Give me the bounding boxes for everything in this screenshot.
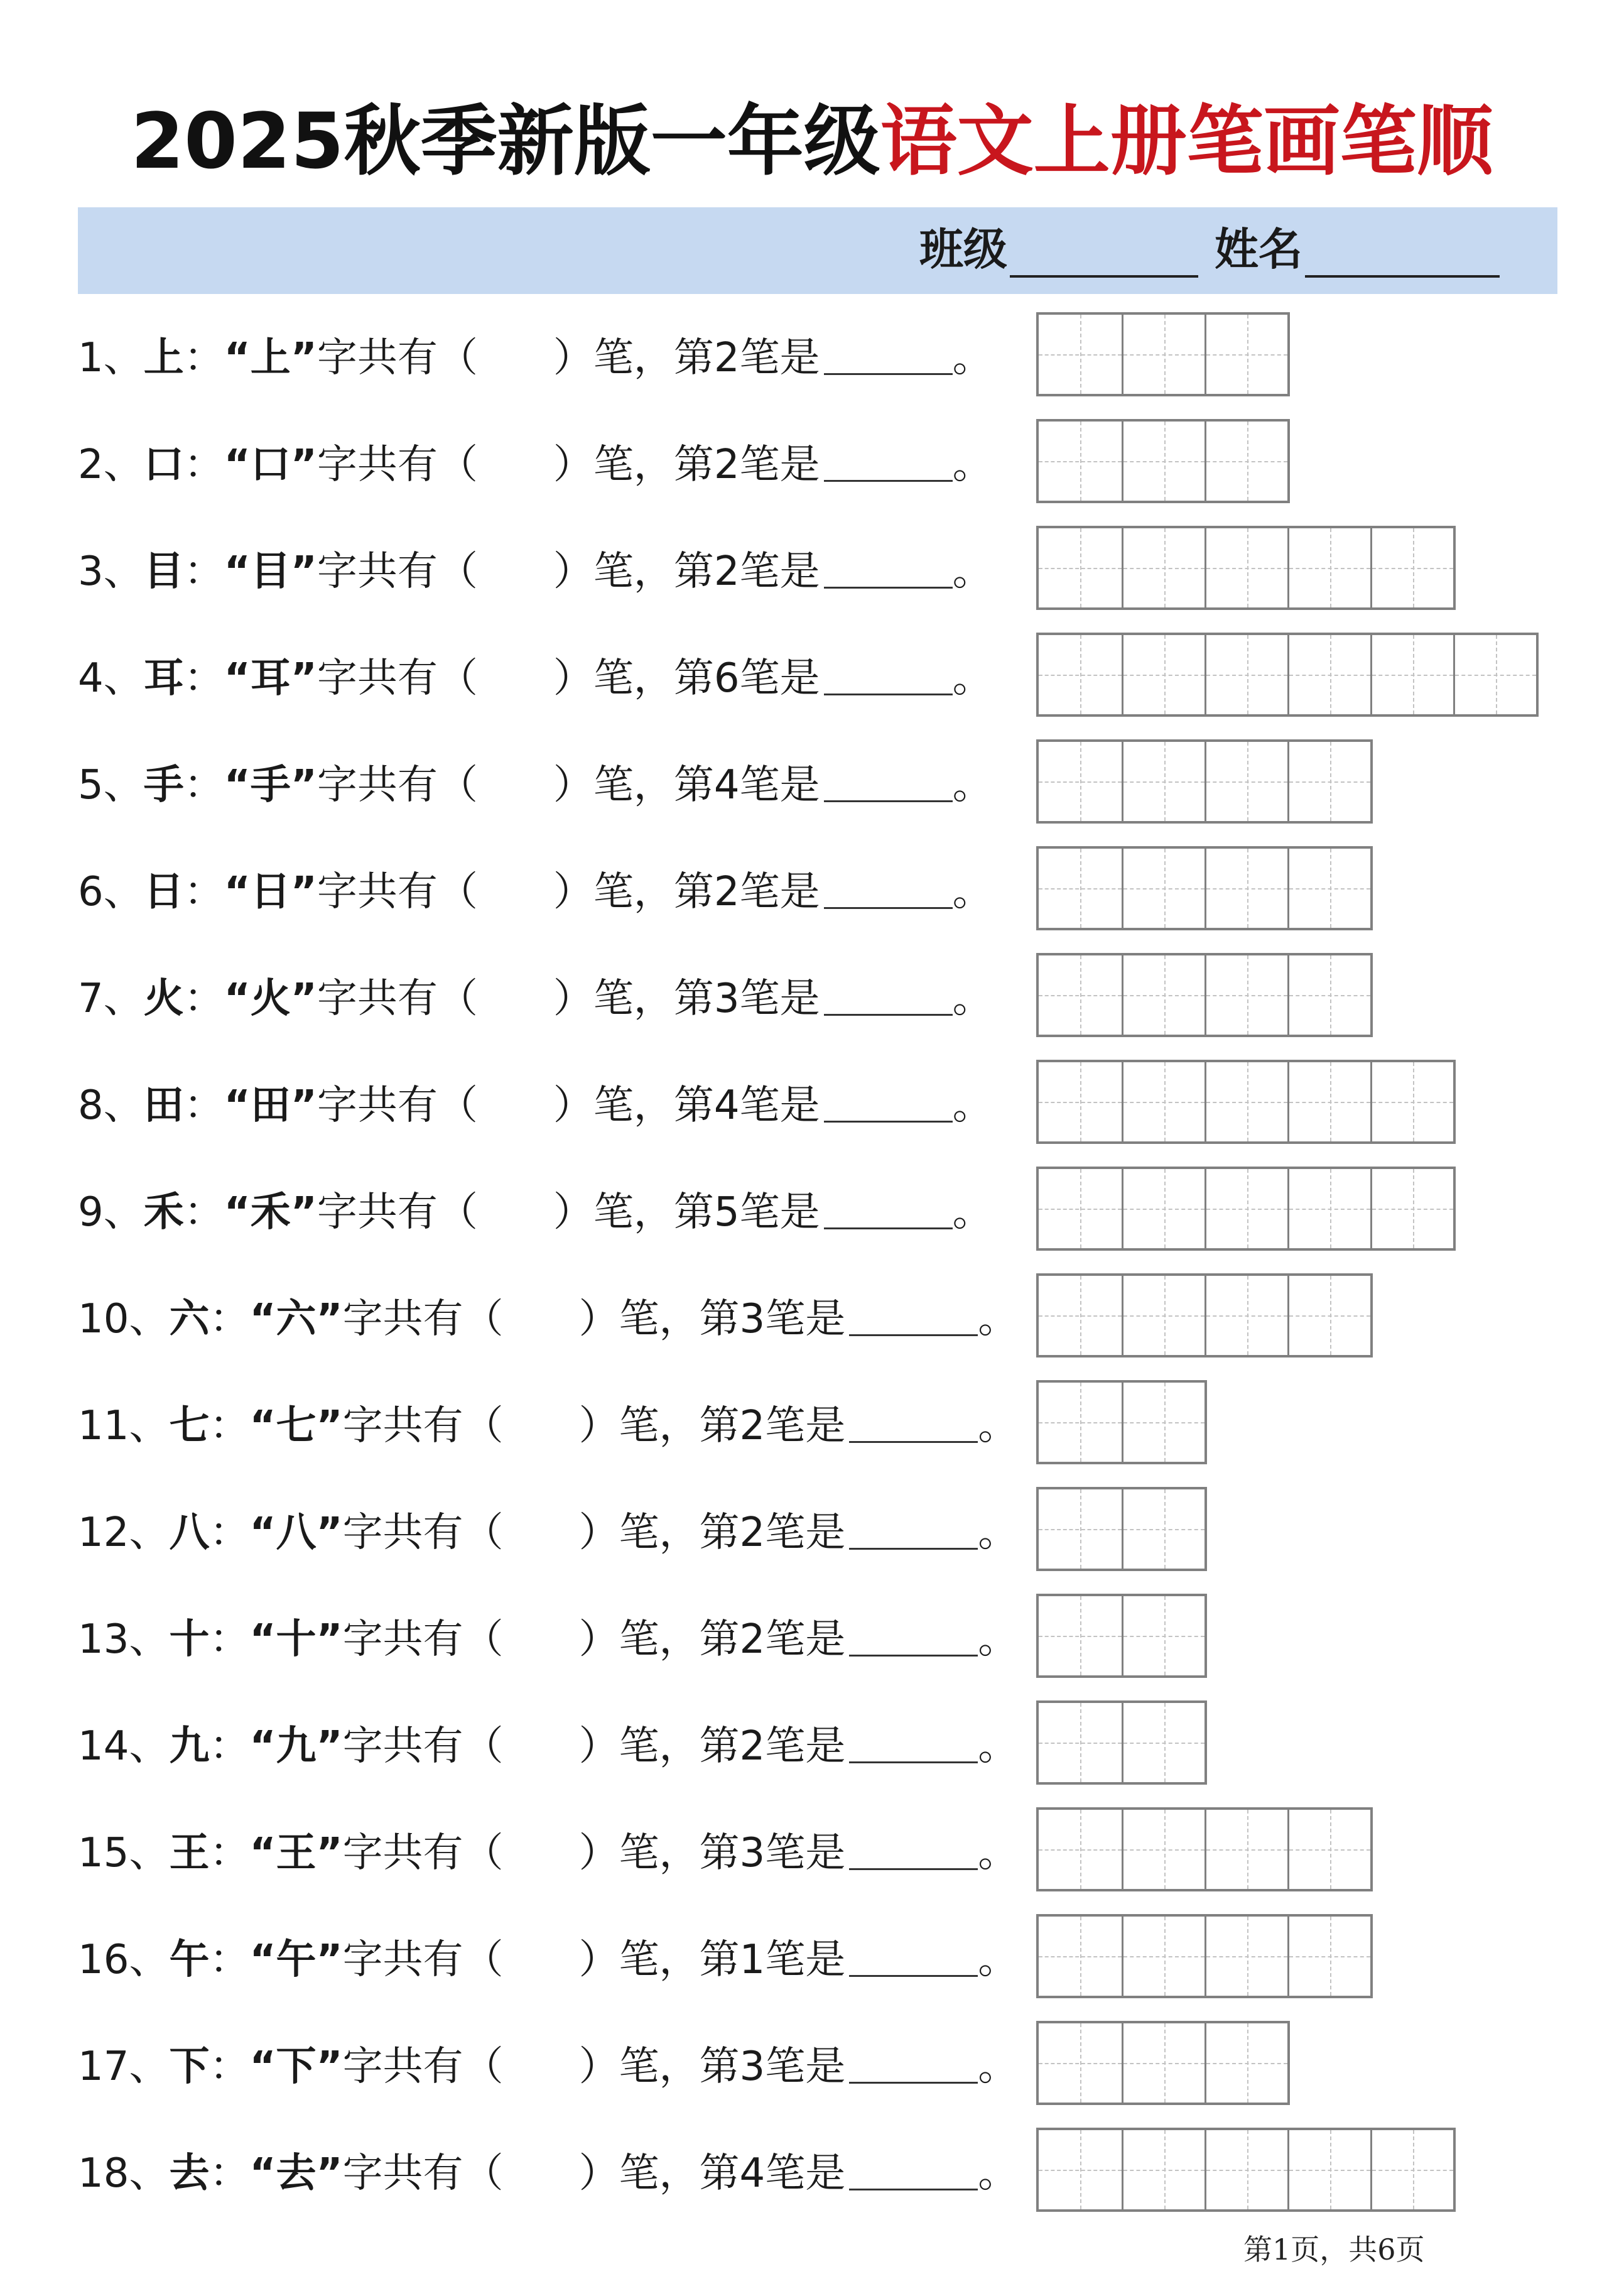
question-row bbox=[78, 1172, 1020, 1253]
colon: ： bbox=[209, 1723, 250, 1770]
colon: ： bbox=[183, 548, 224, 595]
colon: ： bbox=[209, 1403, 250, 1449]
writing-grid bbox=[1036, 1167, 1456, 1251]
grid-cell[interactable] bbox=[1039, 635, 1122, 714]
quoted-char: “上” bbox=[224, 335, 317, 381]
colon: ： bbox=[183, 1082, 224, 1129]
question-char: 下 bbox=[169, 2043, 210, 2090]
page-footer: 第1页，共6页 bbox=[1243, 2233, 1425, 2266]
count-prefix: 字共有（ bbox=[342, 1296, 504, 1342]
grid-cell[interactable] bbox=[1287, 1062, 1370, 1141]
period: 。 bbox=[978, 1937, 1019, 1983]
writing-grid bbox=[1036, 1380, 1207, 1464]
stroke-name-blank[interactable] bbox=[824, 335, 953, 375]
class-field[interactable] bbox=[919, 221, 1198, 278]
count-prefix: 字共有（ bbox=[317, 335, 478, 381]
colon: ： bbox=[209, 1830, 250, 1876]
count-prefix: 字共有（ bbox=[317, 655, 478, 702]
period: 。 bbox=[952, 655, 993, 702]
question-number: 3、 bbox=[78, 548, 144, 595]
stroke-name-blank[interactable] bbox=[849, 2044, 978, 2084]
question-row bbox=[78, 1278, 1020, 1360]
count-prefix: 字共有（ bbox=[342, 1830, 504, 1876]
question-char: 上 bbox=[143, 335, 184, 381]
colon: ： bbox=[209, 1296, 250, 1342]
colon: ： bbox=[183, 335, 224, 381]
count-suffix: ）笔，第3笔是 bbox=[578, 1830, 846, 1876]
count-suffix: ）笔，第2笔是 bbox=[578, 1723, 846, 1770]
question-char: 目 bbox=[143, 548, 184, 595]
writing-grid bbox=[1036, 1914, 1373, 1998]
grid-cell[interactable] bbox=[1370, 2130, 1453, 2209]
count-prefix: 字共有（ bbox=[342, 1510, 504, 1556]
question-number: 5、 bbox=[78, 762, 144, 808]
period: 。 bbox=[978, 1830, 1019, 1876]
grid-cell[interactable] bbox=[1204, 528, 1287, 607]
grid-cell[interactable] bbox=[1039, 1276, 1122, 1355]
writing-grid bbox=[1036, 739, 1373, 824]
grid-cell[interactable] bbox=[1039, 1810, 1122, 1889]
grid-cell[interactable] bbox=[1039, 2130, 1122, 2209]
grid-cell[interactable] bbox=[1039, 1062, 1122, 1141]
grid-cell[interactable] bbox=[1287, 635, 1370, 714]
grid-cell[interactable] bbox=[1370, 635, 1453, 714]
stroke-name-blank[interactable] bbox=[849, 1510, 978, 1550]
grid-cell[interactable] bbox=[1039, 1169, 1122, 1248]
grid-cell[interactable] bbox=[1204, 742, 1287, 821]
grid-cell[interactable] bbox=[1039, 528, 1122, 607]
count-prefix: 字共有（ bbox=[342, 1403, 504, 1449]
period: 。 bbox=[952, 548, 993, 595]
count-suffix: ）笔，第5笔是 bbox=[553, 1189, 820, 1236]
grid-cell[interactable] bbox=[1204, 315, 1287, 394]
stroke-name-blank[interactable] bbox=[824, 549, 953, 589]
colon: ： bbox=[209, 2043, 250, 2090]
count-suffix: ）笔，第4笔是 bbox=[553, 1082, 820, 1129]
grid-cell[interactable] bbox=[1039, 1703, 1122, 1782]
question-char: 耳 bbox=[143, 655, 184, 702]
colon: ： bbox=[183, 976, 224, 1022]
grid-cell[interactable] bbox=[1453, 635, 1536, 714]
question-row bbox=[78, 958, 1020, 1040]
question-number: 10、 bbox=[78, 1296, 170, 1342]
stroke-name-blank[interactable] bbox=[824, 869, 953, 909]
grid-cell[interactable] bbox=[1287, 1810, 1370, 1889]
colon: ： bbox=[183, 762, 224, 808]
stroke-name-blank[interactable] bbox=[849, 2151, 978, 2190]
grid-cell[interactable] bbox=[1370, 528, 1453, 607]
question-row bbox=[78, 1812, 1020, 1894]
grid-cell[interactable] bbox=[1204, 2130, 1287, 2209]
question-row bbox=[78, 744, 1020, 826]
quoted-char: “八” bbox=[249, 1510, 343, 1556]
writing-grid bbox=[1036, 2128, 1456, 2212]
writing-grid bbox=[1036, 1273, 1373, 1357]
count-suffix: ）笔，第2笔是 bbox=[578, 1510, 846, 1556]
question-number: 15、 bbox=[78, 1830, 170, 1876]
grid-cell[interactable] bbox=[1287, 955, 1370, 1035]
question-row bbox=[78, 851, 1020, 933]
grid-cell[interactable] bbox=[1122, 1062, 1204, 1141]
quoted-char: “耳” bbox=[224, 655, 317, 702]
grid-cell[interactable] bbox=[1122, 849, 1204, 928]
writing-grid bbox=[1036, 2021, 1290, 2105]
count-prefix: 字共有（ bbox=[317, 442, 478, 488]
count-prefix: 字共有（ bbox=[317, 548, 478, 595]
count-prefix: 字共有（ bbox=[317, 869, 478, 915]
class-label: 班级 bbox=[919, 224, 1007, 275]
grid-cell[interactable] bbox=[1370, 1169, 1453, 1248]
grid-cell[interactable] bbox=[1122, 1276, 1204, 1355]
grid-cell[interactable] bbox=[1122, 528, 1204, 607]
grid-cell[interactable] bbox=[1204, 422, 1287, 501]
grid-cell[interactable] bbox=[1287, 1169, 1370, 1248]
question-char: 七 bbox=[169, 1403, 210, 1449]
question-number: 11、 bbox=[78, 1403, 170, 1449]
period: 。 bbox=[978, 2150, 1019, 2197]
question-number: 14、 bbox=[78, 1723, 170, 1770]
name-label: 姓名 bbox=[1215, 224, 1302, 275]
quoted-char: “日” bbox=[224, 869, 317, 915]
count-suffix: ）笔，第2笔是 bbox=[553, 335, 820, 381]
question-row bbox=[78, 531, 1020, 612]
period: 。 bbox=[952, 442, 993, 488]
quoted-char: “王” bbox=[249, 1830, 343, 1876]
question-number: 9、 bbox=[78, 1189, 144, 1236]
grid-cell[interactable] bbox=[1122, 1917, 1204, 1996]
grid-cell[interactable] bbox=[1122, 1169, 1204, 1248]
grid-cell[interactable] bbox=[1204, 955, 1287, 1035]
colon: ： bbox=[209, 1510, 250, 1556]
grid-cell[interactable] bbox=[1039, 2023, 1122, 2103]
question-row bbox=[78, 1706, 1020, 1787]
period: 。 bbox=[952, 976, 993, 1022]
question-char: 田 bbox=[143, 1082, 184, 1129]
count-prefix: 字共有（ bbox=[342, 1616, 504, 1663]
question-char: 火 bbox=[143, 976, 184, 1022]
question-row bbox=[78, 1599, 1020, 1680]
question-number: 4、 bbox=[78, 655, 144, 702]
period: 。 bbox=[978, 2043, 1019, 2090]
question-number: 1、 bbox=[78, 335, 144, 381]
grid-cell[interactable] bbox=[1204, 1810, 1287, 1889]
count-suffix: ）笔，第4笔是 bbox=[578, 2150, 846, 2197]
question-number: 17、 bbox=[78, 2043, 170, 2090]
quoted-char: “九” bbox=[249, 1723, 343, 1770]
question-row bbox=[78, 1492, 1020, 1574]
question-char: 去 bbox=[169, 2150, 210, 2197]
period: 。 bbox=[952, 335, 993, 381]
question-row bbox=[78, 1385, 1020, 1467]
question-number: 8、 bbox=[78, 1082, 144, 1129]
grid-cell[interactable] bbox=[1122, 1489, 1204, 1569]
question-char: 八 bbox=[169, 1510, 210, 1556]
count-suffix: ）笔，第2笔是 bbox=[553, 442, 820, 488]
grid-cell[interactable] bbox=[1039, 1489, 1122, 1569]
question-row bbox=[78, 638, 1020, 719]
grid-cell[interactable] bbox=[1122, 2023, 1204, 2103]
grid-cell[interactable] bbox=[1039, 1383, 1122, 1462]
period: 。 bbox=[952, 1082, 993, 1129]
count-suffix: ）笔，第6笔是 bbox=[553, 655, 820, 702]
title-red: 语文上册笔画笔顺 bbox=[880, 97, 1493, 186]
count-suffix: ）笔，第2笔是 bbox=[578, 1403, 846, 1449]
name-field[interactable] bbox=[1215, 221, 1500, 278]
grid-cell[interactable] bbox=[1122, 1703, 1204, 1782]
quoted-char: “午” bbox=[249, 1937, 343, 1983]
stroke-name-blank[interactable] bbox=[824, 442, 953, 482]
grid-cell[interactable] bbox=[1287, 742, 1370, 821]
stroke-name-blank[interactable] bbox=[849, 1403, 978, 1443]
info-bar bbox=[78, 207, 1557, 294]
count-prefix: 字共有（ bbox=[317, 762, 478, 808]
count-prefix: 字共有（ bbox=[342, 1937, 504, 1983]
colon: ： bbox=[209, 1937, 250, 1983]
colon: ： bbox=[209, 1616, 250, 1663]
stroke-name-blank[interactable] bbox=[824, 1083, 953, 1123]
count-prefix: 字共有（ bbox=[342, 2043, 504, 2090]
colon: ： bbox=[183, 655, 224, 702]
quoted-char: “下” bbox=[249, 2043, 343, 2090]
question-char: 王 bbox=[169, 1830, 210, 1876]
grid-cell[interactable] bbox=[1287, 528, 1370, 607]
count-suffix: ）笔，第1笔是 bbox=[578, 1937, 846, 1983]
writing-grid bbox=[1036, 1487, 1207, 1571]
grid-cell[interactable] bbox=[1370, 1062, 1453, 1141]
count-suffix: ）笔，第3笔是 bbox=[578, 2043, 846, 2090]
grid-cell[interactable] bbox=[1122, 315, 1204, 394]
writing-grid bbox=[1036, 1700, 1207, 1785]
stroke-name-blank[interactable] bbox=[824, 656, 953, 695]
quoted-char: “七” bbox=[249, 1403, 343, 1449]
count-prefix: 字共有（ bbox=[317, 1082, 478, 1129]
question-char: 午 bbox=[169, 1937, 210, 1983]
question-char: 九 bbox=[169, 1723, 210, 1770]
writing-grid bbox=[1036, 1807, 1373, 1891]
question-row bbox=[78, 2133, 1020, 2214]
period: 。 bbox=[952, 869, 993, 915]
grid-cell[interactable] bbox=[1287, 1917, 1370, 1996]
class-blank[interactable] bbox=[1010, 225, 1198, 278]
quoted-char: “禾” bbox=[224, 1189, 317, 1236]
stroke-name-blank[interactable] bbox=[824, 976, 953, 1016]
grid-cell[interactable] bbox=[1204, 1276, 1287, 1355]
count-suffix: ）笔，第3笔是 bbox=[578, 1296, 846, 1342]
grid-cell[interactable] bbox=[1122, 1596, 1204, 1675]
grid-cell[interactable] bbox=[1039, 1596, 1122, 1675]
writing-grid bbox=[1036, 633, 1539, 717]
grid-cell[interactable] bbox=[1122, 1383, 1204, 1462]
count-prefix: 字共有（ bbox=[342, 2150, 504, 2197]
period: 。 bbox=[952, 762, 993, 808]
question-row bbox=[78, 1919, 1020, 2001]
grid-cell[interactable] bbox=[1204, 1917, 1287, 1996]
grid-cell[interactable] bbox=[1039, 742, 1122, 821]
quoted-char: “十” bbox=[249, 1616, 343, 1663]
grid-cell[interactable] bbox=[1122, 955, 1204, 1035]
question-number: 18、 bbox=[78, 2150, 170, 2197]
count-suffix: ）笔，第2笔是 bbox=[553, 548, 820, 595]
question-number: 6、 bbox=[78, 869, 144, 915]
grid-cell[interactable] bbox=[1287, 2130, 1370, 2209]
question-number: 13、 bbox=[78, 1616, 170, 1663]
question-char: 十 bbox=[169, 1616, 210, 1663]
count-suffix: ）笔，第4笔是 bbox=[553, 762, 820, 808]
count-prefix: 字共有（ bbox=[317, 976, 478, 1022]
quoted-char: “火” bbox=[224, 976, 317, 1022]
question-row bbox=[78, 2026, 1020, 2108]
grid-cell[interactable] bbox=[1039, 422, 1122, 501]
grid-cell[interactable] bbox=[1122, 2130, 1204, 2209]
name-blank[interactable] bbox=[1305, 225, 1500, 278]
grid-cell[interactable] bbox=[1122, 742, 1204, 821]
period: 。 bbox=[978, 1510, 1019, 1556]
stroke-name-blank[interactable] bbox=[849, 1831, 978, 1870]
page-title bbox=[0, 88, 1624, 195]
grid-cell[interactable] bbox=[1204, 2023, 1287, 2103]
writing-grid bbox=[1036, 419, 1290, 503]
count-suffix: ）笔，第3笔是 bbox=[553, 976, 820, 1022]
period: 。 bbox=[978, 1296, 1019, 1342]
question-char: 手 bbox=[143, 762, 184, 808]
count-prefix: 字共有（ bbox=[342, 1723, 504, 1770]
period: 。 bbox=[978, 1403, 1019, 1449]
stroke-name-blank[interactable] bbox=[849, 1297, 978, 1336]
period: 。 bbox=[952, 1189, 993, 1236]
question-row bbox=[78, 1065, 1020, 1146]
writing-grid bbox=[1036, 846, 1373, 930]
writing-grid bbox=[1036, 953, 1373, 1037]
grid-cell[interactable] bbox=[1287, 849, 1370, 928]
stroke-name-blank[interactable] bbox=[824, 763, 953, 802]
stroke-name-blank[interactable] bbox=[849, 1724, 978, 1763]
stroke-name-blank[interactable] bbox=[849, 1617, 978, 1657]
question-number: 16、 bbox=[78, 1937, 170, 1983]
grid-cell[interactable] bbox=[1204, 635, 1287, 714]
writing-grid bbox=[1036, 526, 1456, 610]
grid-cell[interactable] bbox=[1039, 955, 1122, 1035]
colon: ： bbox=[183, 442, 224, 488]
grid-cell[interactable] bbox=[1039, 1917, 1122, 1996]
question-char: 口 bbox=[143, 442, 184, 488]
grid-cell[interactable] bbox=[1039, 315, 1122, 394]
question-char: 六 bbox=[169, 1296, 210, 1342]
grid-cell[interactable] bbox=[1287, 1276, 1370, 1355]
quoted-char: “口” bbox=[224, 442, 317, 488]
grid-cell[interactable] bbox=[1122, 1810, 1204, 1889]
question-number: 2、 bbox=[78, 442, 144, 488]
quoted-char: “目” bbox=[224, 548, 317, 595]
grid-cell[interactable] bbox=[1039, 849, 1122, 928]
grid-cell[interactable] bbox=[1122, 422, 1204, 501]
question-number: 12、 bbox=[78, 1510, 170, 1556]
question-row bbox=[78, 424, 1020, 506]
quoted-char: “六” bbox=[249, 1296, 343, 1342]
grid-cell[interactable] bbox=[1122, 635, 1204, 714]
period: 。 bbox=[978, 1616, 1019, 1663]
period: 。 bbox=[978, 1723, 1019, 1770]
writing-grid bbox=[1036, 1594, 1207, 1678]
count-prefix: 字共有（ bbox=[317, 1189, 478, 1236]
writing-grid bbox=[1036, 312, 1290, 396]
colon: ： bbox=[209, 2150, 250, 2197]
writing-grid bbox=[1036, 1060, 1456, 1144]
grid-cell[interactable] bbox=[1204, 1062, 1287, 1141]
grid-cell[interactable] bbox=[1204, 849, 1287, 928]
quoted-char: “手” bbox=[224, 762, 317, 808]
title-black: 2025秋季新版一年级 bbox=[131, 97, 880, 186]
colon: ： bbox=[183, 869, 224, 915]
question-row bbox=[78, 317, 1020, 399]
stroke-name-blank[interactable] bbox=[824, 1190, 953, 1229]
count-suffix: ）笔，第2笔是 bbox=[553, 869, 820, 915]
question-char: 禾 bbox=[143, 1189, 184, 1236]
grid-cell[interactable] bbox=[1204, 1169, 1287, 1248]
colon: ： bbox=[183, 1189, 224, 1236]
quoted-char: “田” bbox=[224, 1082, 317, 1129]
quoted-char: “去” bbox=[249, 2150, 343, 2197]
question-char: 日 bbox=[143, 869, 184, 915]
count-suffix: ）笔，第2笔是 bbox=[578, 1616, 846, 1663]
stroke-name-blank[interactable] bbox=[849, 1937, 978, 1977]
question-number: 7、 bbox=[78, 976, 144, 1022]
